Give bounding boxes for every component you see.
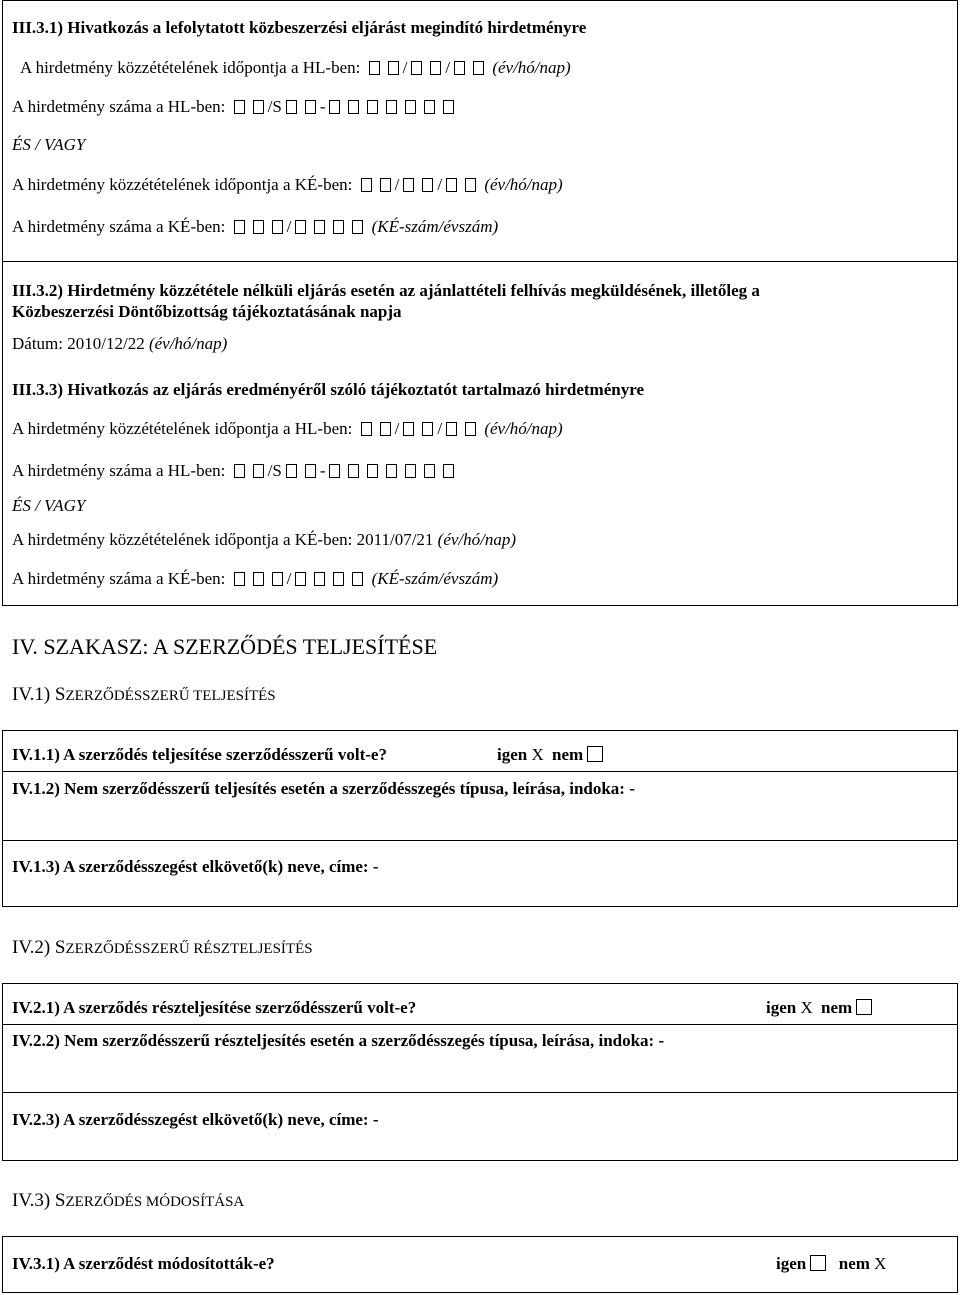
iv31-igen-checkbox[interactable] xyxy=(810,1255,826,1271)
s333-hl-date-row: A hirdetmény közzétételének időpontja a HL-ben: / / (év/hó/nap) xyxy=(12,419,563,438)
char-box xyxy=(386,100,397,114)
char-box xyxy=(367,100,378,114)
s332-date-suffix: (év/hó/nap) xyxy=(148,334,228,353)
iv21-igen-label: igen xyxy=(766,998,797,1017)
char-box xyxy=(295,572,306,586)
iv21-igen-mark[interactable]: X xyxy=(800,998,813,1017)
iv22-text: IV.2.2) Nem szerződésszerű részteljesítés esetén a szerződésszegés típusa, leírása, indoka: - xyxy=(12,1031,665,1050)
s333-heading: III.3.3) Hivatkozás az eljárás eredményéről szóló tájékoztatót tartalmazó hirdetményre xyxy=(12,380,644,399)
s331-hl-date-row: A hirdetmény közzétételének időpontja a HL-ben: / / (év/hó/nap) xyxy=(20,58,571,77)
iv11-igen-mark[interactable]: X xyxy=(531,745,544,764)
char-box xyxy=(286,464,297,478)
iv1-title-prefix: IV.1) S xyxy=(12,684,66,705)
char-box xyxy=(361,178,372,192)
iv2-title xyxy=(12,937,313,959)
iv23-text: IV.2.3) A szerződésszegést elkövető(k) neve, címe: - xyxy=(12,1110,379,1129)
char-box xyxy=(314,572,325,586)
char-box xyxy=(352,572,363,586)
iv2-title-prefix: IV.2) S xyxy=(12,937,66,958)
s331-hl-date-suffix: (év/hó/nap) xyxy=(492,58,571,77)
iv11-answer xyxy=(497,745,603,765)
char-box xyxy=(234,100,245,114)
iv31-nem-mark[interactable]: X xyxy=(874,1254,887,1273)
iv21-nem-checkbox[interactable] xyxy=(856,999,872,1015)
iv3-title-rest: ZERZŐDÉS MÓDOSÍTÁSA xyxy=(65,1194,245,1210)
char-box xyxy=(380,178,391,192)
s333-ke-date-row xyxy=(12,530,516,550)
char-box xyxy=(424,464,435,478)
s331-ke-num-row: A hirdetmény száma a KÉ-ben: / (KÉ-szám/évszám) xyxy=(12,217,499,236)
s333-hl-num-mid: /S xyxy=(267,461,282,480)
s332-heading-line2: Közbeszerzési Döntőbizottság tájékoztatásának napja xyxy=(12,302,402,321)
char-box xyxy=(386,464,397,478)
iv21-question: IV.2.1) A szerződés részteljesítése szerződésszerű volt-e? xyxy=(12,998,417,1017)
char-box xyxy=(253,464,264,478)
s331-es-vagy: ÉS / VAGY xyxy=(12,135,86,154)
iv12-text: IV.1.2) Nem szerződésszerű teljesítés esetén a szerződésszegés típusa, leírása, indoka: - xyxy=(12,779,635,798)
char-box xyxy=(234,464,245,478)
s333-ke-num-row: A hirdetmény száma a KÉ-ben: / (KÉ-szám/évszám) xyxy=(12,569,499,588)
section-iv-title: IV. SZAKASZ: A SZERZŐDÉS TELJESÍTÉSE xyxy=(12,634,438,659)
char-box xyxy=(253,572,264,586)
s331-ke-num-suffix: (KÉ-szám/évszám) xyxy=(371,217,499,236)
iv1-title-rest: ZERZŐDÉSSZERŰ TELJESÍTÉS xyxy=(65,688,276,704)
iv31-answer xyxy=(776,1254,886,1274)
char-box xyxy=(380,422,391,436)
iv1-title xyxy=(12,684,276,706)
s331-hl-num-row: A hirdetmény száma a HL-ben: /S - xyxy=(12,97,458,117)
section-divider xyxy=(2,261,958,262)
char-box xyxy=(253,100,264,114)
char-box xyxy=(446,178,457,192)
iv2-divider-1 xyxy=(2,1024,958,1025)
s333-hl-num-label: A hirdetmény száma a HL-ben: xyxy=(12,461,226,480)
char-box xyxy=(314,220,325,234)
char-box xyxy=(361,422,372,436)
char-box xyxy=(443,464,454,478)
char-box xyxy=(405,464,416,478)
s331-heading: III.3.1) Hivatkozás a lefolytatott közbeszerzési eljárást megindító hirdetményre xyxy=(12,18,587,37)
char-box xyxy=(465,422,476,436)
iv11-igen-label: igen xyxy=(497,745,528,764)
s331-hl-num-label: A hirdetmény száma a HL-ben: xyxy=(12,97,226,116)
char-box xyxy=(333,572,344,586)
s331-ke-date-row: A hirdetmény közzétételének időpontja a KÉ-ben: / / (év/hó/nap) xyxy=(12,175,563,194)
s333-hl-date-suffix: (év/hó/nap) xyxy=(484,419,563,438)
iv21-answer xyxy=(766,998,872,1018)
s332-heading-line1: III.3.2) Hirdetmény közzététele nélküli eljárás esetén az ajánlattételi felhívás megküldésének, illetőleg a xyxy=(12,281,760,300)
char-box xyxy=(446,422,457,436)
char-box xyxy=(329,100,340,114)
char-box xyxy=(234,572,245,586)
char-box xyxy=(329,464,340,478)
char-box xyxy=(430,61,441,75)
iv21-nem-label: nem xyxy=(821,998,853,1017)
char-box xyxy=(272,572,283,586)
iv2-divider-2 xyxy=(2,1092,958,1093)
char-box xyxy=(443,100,454,114)
char-box xyxy=(388,61,399,75)
char-box xyxy=(305,464,316,478)
s332-date-row xyxy=(12,334,227,354)
char-box xyxy=(295,220,306,234)
iv11-nem-label: nem xyxy=(552,745,584,764)
iv3-title xyxy=(12,1190,244,1212)
s333-ke-date-suffix: (év/hó/nap) xyxy=(437,530,517,549)
iv2-title-rest: ZERZŐDÉSSZERŰ RÉSZTELJESÍTÉS xyxy=(65,941,313,957)
iv1-divider-1 xyxy=(2,771,958,772)
s333-hl-date-label: A hirdetmény közzétételének időpontja a HL-ben: xyxy=(12,419,353,438)
s331-hl-date-label: A hirdetmény közzétételének időpontja a HL-ben: xyxy=(20,58,361,77)
iv31-igen-label: igen xyxy=(776,1254,807,1273)
char-box xyxy=(465,178,476,192)
s331-ke-date-label: A hirdetmény közzétételének időpontja a KÉ-ben: xyxy=(12,175,353,194)
iv31-nem-label: nem xyxy=(838,1254,870,1273)
char-box xyxy=(234,220,245,234)
s331-ke-date-suffix: (év/hó/nap) xyxy=(484,175,563,194)
char-box xyxy=(424,100,435,114)
char-box xyxy=(405,100,416,114)
iv1-divider-2 xyxy=(2,840,958,841)
iv11-question: IV.1.1) A szerződés teljesítése szerződésszerű volt-e? xyxy=(12,745,387,764)
char-box xyxy=(369,61,380,75)
char-box xyxy=(333,220,344,234)
char-box xyxy=(253,220,264,234)
s331-hl-num-mid: /S xyxy=(267,97,282,116)
iv31-question: IV.3.1) A szerződést módosították-e? xyxy=(12,1254,275,1273)
iv11-nem-checkbox[interactable] xyxy=(587,746,603,762)
s332-date-label: Dátum: 2010/12/22 xyxy=(12,334,145,353)
iv3-title-prefix: IV.3) S xyxy=(12,1190,66,1211)
s331-ke-num-label: A hirdetmény száma a KÉ-ben: xyxy=(12,217,226,236)
char-box xyxy=(367,464,378,478)
char-box xyxy=(422,422,433,436)
char-box xyxy=(348,100,359,114)
char-box xyxy=(403,422,414,436)
char-box xyxy=(286,100,297,114)
s333-hl-num-row: A hirdetmény száma a HL-ben: /S - xyxy=(12,461,458,481)
s333-ke-num-label: A hirdetmény száma a KÉ-ben: xyxy=(12,569,226,588)
char-box xyxy=(473,61,484,75)
char-box xyxy=(403,178,414,192)
char-box xyxy=(305,100,316,114)
s333-ke-num-suffix: (KÉ-szám/évszám) xyxy=(371,569,499,588)
char-box xyxy=(348,464,359,478)
char-box xyxy=(411,61,422,75)
char-box xyxy=(422,178,433,192)
char-box xyxy=(352,220,363,234)
iv13-text: IV.1.3) A szerződésszegést elkövető(k) neve, címe: - xyxy=(12,857,379,876)
char-box xyxy=(454,61,465,75)
char-box xyxy=(272,220,283,234)
s333-es-vagy: ÉS / VAGY xyxy=(12,496,86,515)
s333-ke-date-label: A hirdetmény közzétételének időpontja a KÉ-ben: 2011/07/21 xyxy=(12,530,434,549)
